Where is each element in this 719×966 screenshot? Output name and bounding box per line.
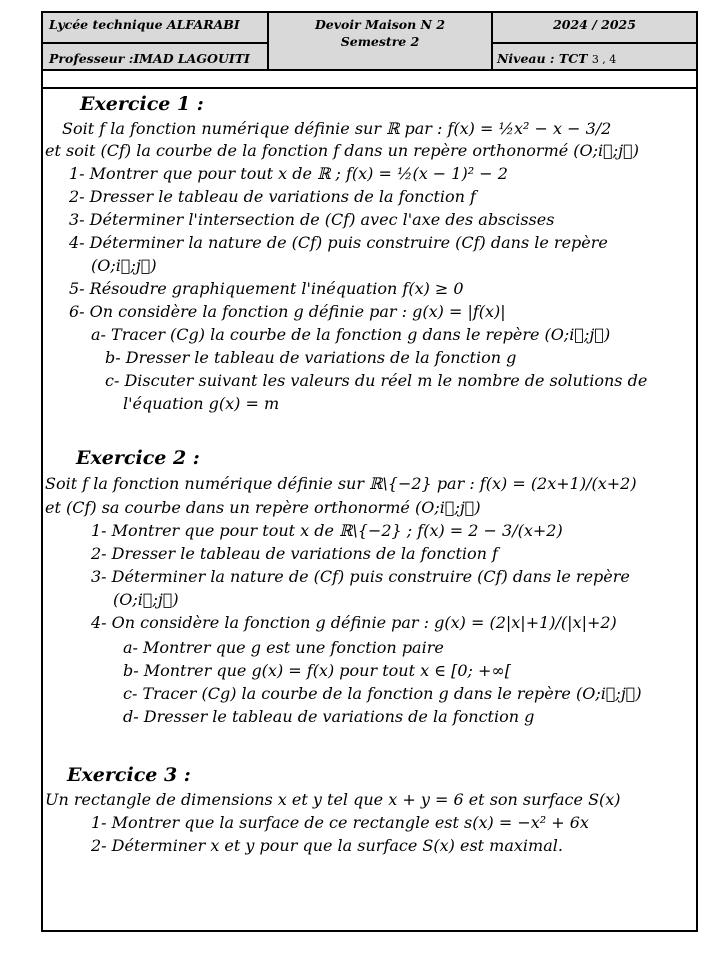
header-spacer	[43, 71, 696, 89]
level	[497, 51, 616, 66]
header-table	[43, 13, 696, 71]
ex2-line: d- Dresser le tableau de variations de la fonction g	[123, 707, 535, 726]
ex3-line: 1- Montrer que la surface de ce rectangle est s(x) = −x² + 6x	[91, 813, 589, 832]
ex1-line: 1- Montrer que pour tout x de ℝ ; f(x) = ½(x − 1)² − 2	[69, 164, 508, 183]
ex2-line: 3- Déterminer la nature de (Cf) puis construire (Cf) dans le repère	[91, 567, 630, 586]
ex1-line: 3- Déterminer l'intersection de (Cf) avec l'axe des abscisses	[69, 210, 555, 229]
ex3-line: Un rectangle de dimensions x et y tel que x + y = 6 et son surface S(x)	[45, 790, 621, 809]
teacher-name: Professeur :IMAD LAGOUITI	[49, 51, 250, 66]
header-left-cell	[43, 13, 269, 69]
ex2-line: 4- On considère la fonction g définie par : g(x) = (2|x|+1)/(|x|+2)	[91, 613, 617, 632]
ex1-line: l'équation g(x) = m	[123, 394, 280, 413]
ex2-line: a- Montrer que g est une fonction paire	[123, 638, 444, 657]
exercise-3-title: Exercice 3 :	[67, 764, 191, 786]
ex1-line: et soit (Cf) la courbe de la fonction f dans un repère orthonormé (O;i⃗;j⃗)	[45, 141, 639, 160]
exam-page	[41, 11, 698, 932]
ex1-line: b- Dresser le tableau de variations de la fonction g	[105, 348, 517, 367]
ex2-line: et (Cf) sa courbe dans un repère orthonormé (O;i⃗;j⃗)	[45, 498, 481, 517]
school-name: Lycée technique ALFARABI	[49, 17, 240, 32]
ex1-line: 4- Déterminer la nature de (Cf) puis construire (Cf) dans le repère	[69, 233, 608, 252]
document-title: Devoir Maison N 2	[314, 17, 446, 32]
ex1-line: Soit f la fonction numérique définie sur ℝ par : f(x) = ½x² − x − 3/2	[62, 119, 612, 138]
exercise-1-title: Exercice 1 :	[80, 93, 204, 115]
semester: Semestre 2	[340, 34, 420, 49]
ex2-line: Soit f la fonction numérique définie sur ℝ\{−2} par : f(x) = (2x+1)/(x+2)	[45, 474, 637, 493]
ex2-line: b- Montrer que g(x) = f(x) pour tout x ∈ [0; +∞[	[123, 661, 511, 680]
level-groups: 3 , 4	[591, 53, 617, 66]
ex1-line: c- Discuter suivant les valeurs du réel m le nombre de solutions de	[105, 371, 648, 390]
ex1-line: (O;i⃗;j⃗)	[91, 256, 157, 275]
header-middle-cell	[269, 13, 493, 69]
ex1-line: 5- Résoudre graphiquement l'inéquation f(x) ≥ 0	[69, 279, 464, 298]
ex2-line: (O;i⃗;j⃗)	[113, 590, 179, 609]
ex1-line: a- Tracer (Cg) la courbe de la fonction g dans le repère (O;i⃗;j⃗)	[91, 325, 611, 344]
ex2-line: c- Tracer (Cg) la courbe de la fonction g dans le repère (O;i⃗;j⃗)	[123, 684, 642, 703]
ex1-line: 6- On considère la fonction g définie par : g(x) = |f(x)|	[69, 302, 506, 321]
ex1-line: 2- Dresser le tableau de variations de la fonction f	[69, 187, 476, 206]
level-label: Niveau : TCT	[497, 51, 588, 66]
header-right-cell	[493, 13, 696, 69]
ex3-line: 2- Déterminer x et y pour que la surface S(x) est maximal.	[91, 836, 563, 855]
ex2-line: 1- Montrer que pour tout x de ℝ\{−2} ; f(x) = 2 − 3/(x+2)	[91, 521, 563, 540]
exercise-2-title: Exercice 2 :	[76, 447, 200, 469]
ex2-line: 2- Dresser le tableau de variations de la fonction f	[91, 544, 498, 563]
school-year: 2024 / 2025	[553, 17, 636, 32]
